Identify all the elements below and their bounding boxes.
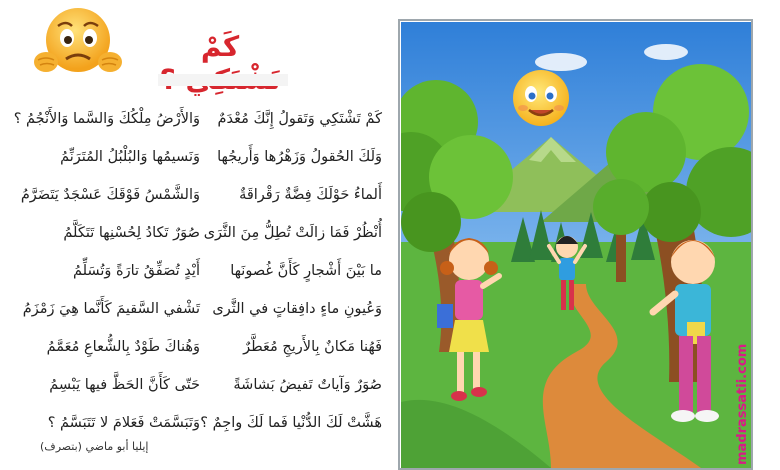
verse-line: كَمْ تَشْتَكِي وَتَقولُ إِنَّكَ مُعْدَمٌ [217,111,382,127]
verse-line: وَهُناكَ طَوْدٌ بِالشُّعاعِ مُعَمَّمُ [46,339,200,355]
verse-line: وَالأَرْضُ مِلْكُكَ وَالسَّما وَالأَنْجُمُ ؟ [13,111,200,127]
smiling-sun-icon [513,70,569,126]
title-underline [158,74,288,86]
verse-line: أُنْظُرْ فَمَا زالَتْ تُطِلُّ مِنَ الثَّرَى [203,225,382,241]
verse-line: تَشْفي السَّقيمَ كَأَنَّما هِيَ زَمْزَمُ [22,301,200,317]
right-verse-column [200,100,382,442]
verse-line: وَتَبَسَّمَتْ فَعَلامَ لا تَتَبَسَّمُ ؟ [47,415,200,431]
worried-face-icon [32,4,124,84]
left-verse-column [13,100,200,442]
verse-line: هَشَّتْ لَكَ الدُّنْيا فَما لَكَ واجِمٌ ؟ [200,415,382,431]
poem-author: إيليا أبو ماضي (بتصرف) [40,440,149,453]
poem-title: كَمْ [200,30,240,63]
verse-line: وَالشَّمْسُ فَوْقَكَ عَسْجَدٌ يَتَضَرَّمُ [20,187,200,203]
verse-line: ما بَيْنَ أَشْجارٍ كَأَنَّ غُصونَها [230,263,382,279]
verse-line: وَعُيونِ ماءٍ دافِقاتٍ في الثَّرى [212,301,382,317]
verse-line: حَتّى كَأَنَّ الحَظَّ فيها يَبْسِمُ [49,377,200,393]
verse-line: أَيْدٍ تُصَفِّقُ تارَةً وَتُسَلِّمُ [72,263,200,279]
verse-line: وَلَكَ الحُقولُ وَزَهْرُها وَأَريجُها [217,149,382,165]
verse-line: صُوَرٌ وَآياتٌ تَفيضُ بَشاشَةً [233,377,382,393]
verse-line: صُوَرٌ تَكادُ لِحُسْنِها تَتَكَلَّمُ [63,225,200,241]
verse-line: أَلماءُ حَوْلَكَ فِضَّةٌ رَقْراقَةٌ [239,187,382,203]
verse-line: فَهُنا مَكانٌ بِالأَريجِ مُعَطَّرٌ [243,339,382,355]
verse-line: وَنَسيمُها وَالبُلْبُلُ المُتَرَنِّمُ [60,149,200,165]
park-illustration [401,22,751,468]
watermark-text: madrassatii.com [735,343,750,465]
site-watermark [722,300,762,470]
